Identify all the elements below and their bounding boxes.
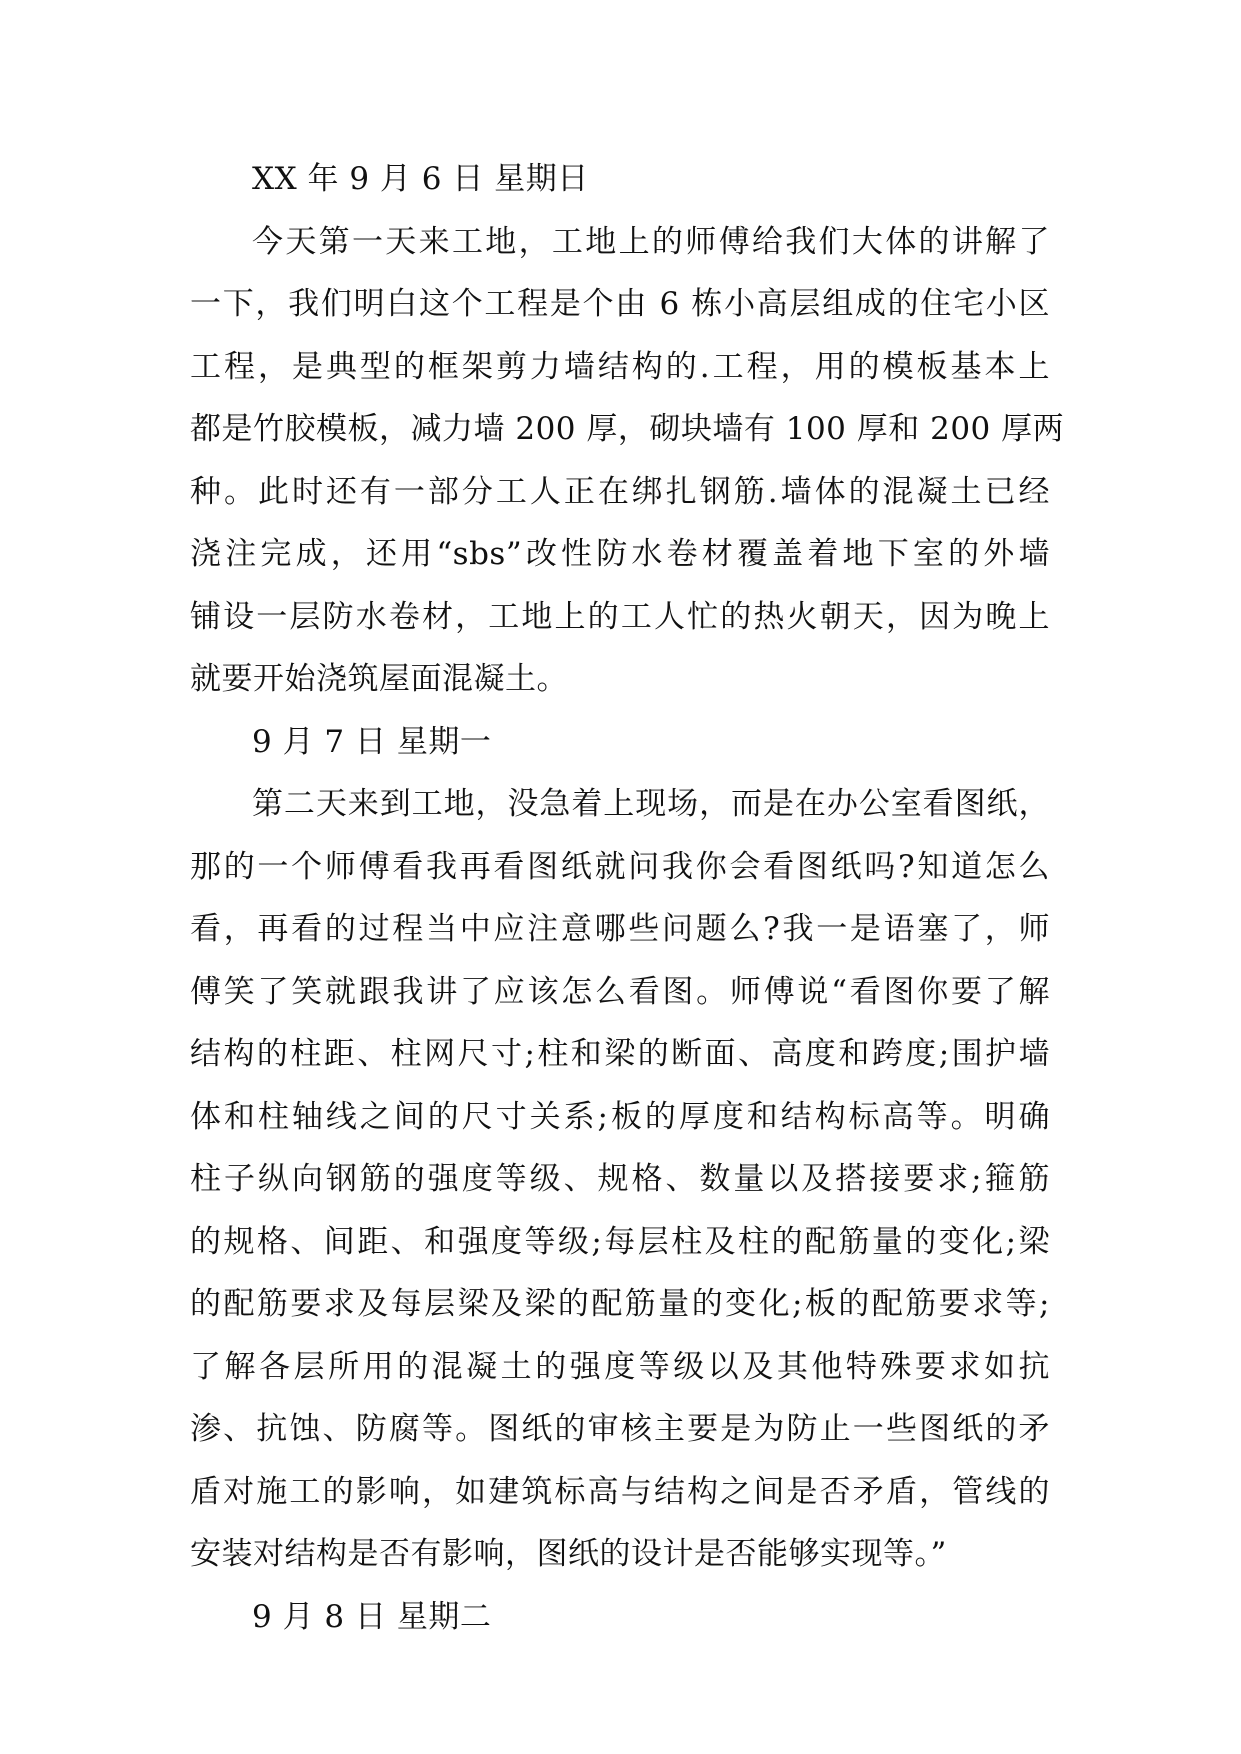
paragraph-line: 的规格、间距、和强度等级;每层柱及柱的配筋量的变化;梁 <box>190 1223 1050 1260</box>
entry-date-heading: 9 月 7 日 星期一 <box>252 723 492 760</box>
paragraph-line: 傅笑了笑就跟我讲了应该怎么看图。师傅说“看图你要了解 <box>190 973 1050 1010</box>
paragraph-line: 浇注完成，还用“sbs”改性防水卷材覆盖着地下室的外墙 <box>190 536 1050 572</box>
document-body <box>190 148 1065 1648</box>
entry-date-heading: XX 年 9 月 6 日 星期日 <box>252 161 589 197</box>
paragraph-line: 都是竹胶模板，减力墙 200 厚，砌块墙有 100 厚和 200 厚两 <box>190 411 1065 447</box>
paragraph-line: 今天第一天来工地，工地上的师傅给我们大体的讲解了 <box>252 223 1050 260</box>
paragraph-line: 结构的柱距、柱网尺寸;柱和梁的断面、高度和跨度;围护墙 <box>190 1036 1050 1072</box>
paragraph-line: 那的一个师傅看我再看图纸就问我你会看图纸吗?知道怎么 <box>190 848 1050 885</box>
paragraph-line: 的配筋要求及每层梁及梁的配筋量的变化;板的配筋要求等; <box>190 1286 1050 1322</box>
paragraph-line: 盾对施工的影响，如建筑标高与结构之间是否矛盾，管线的 <box>190 1473 1050 1510</box>
paragraph-line: 就要开始浇筑屋面混凝土。 <box>190 661 568 697</box>
paragraph-line: 安装对结构是否有影响，图纸的设计是否能够实现等。” <box>190 1536 947 1572</box>
paragraph-line: 渗、抗蚀、防腐等。图纸的审核主要是为防止一些图纸的矛 <box>190 1411 1050 1447</box>
paragraph-line: 第二天来到工地，没急着上现场，而是在办公室看图纸， <box>252 786 1050 822</box>
paragraph-line: 看，再看的过程当中应注意哪些问题么?我一是语塞了，师 <box>190 911 1050 947</box>
paragraph-line: 铺设一层防水卷材，工地上的工人忙的热火朝天，因为晚上 <box>190 598 1050 635</box>
paragraph-line: 了解各层所用的混凝土的强度等级以及其他特殊要求如抗 <box>190 1348 1050 1385</box>
entry-date-heading: 9 月 8 日 星期二 <box>252 1598 492 1635</box>
paragraph-line: 一下，我们明白这个工程是个由 6 栋小高层组成的住宅小区 <box>190 286 1050 322</box>
paragraph-line: 柱子纵向钢筋的强度等级、规格、数量以及搭接要求;箍筋 <box>190 1161 1050 1197</box>
paragraph-line: 工程，是典型的框架剪力墙结构的.工程，用的模板基本上 <box>190 348 1050 385</box>
paragraph-line: 种。此时还有一部分工人正在绑扎钢筋.墙体的混凝土已经 <box>190 473 1050 510</box>
paragraph-line: 体和柱轴线之间的尺寸关系;板的厚度和结构标高等。明确 <box>190 1098 1050 1135</box>
